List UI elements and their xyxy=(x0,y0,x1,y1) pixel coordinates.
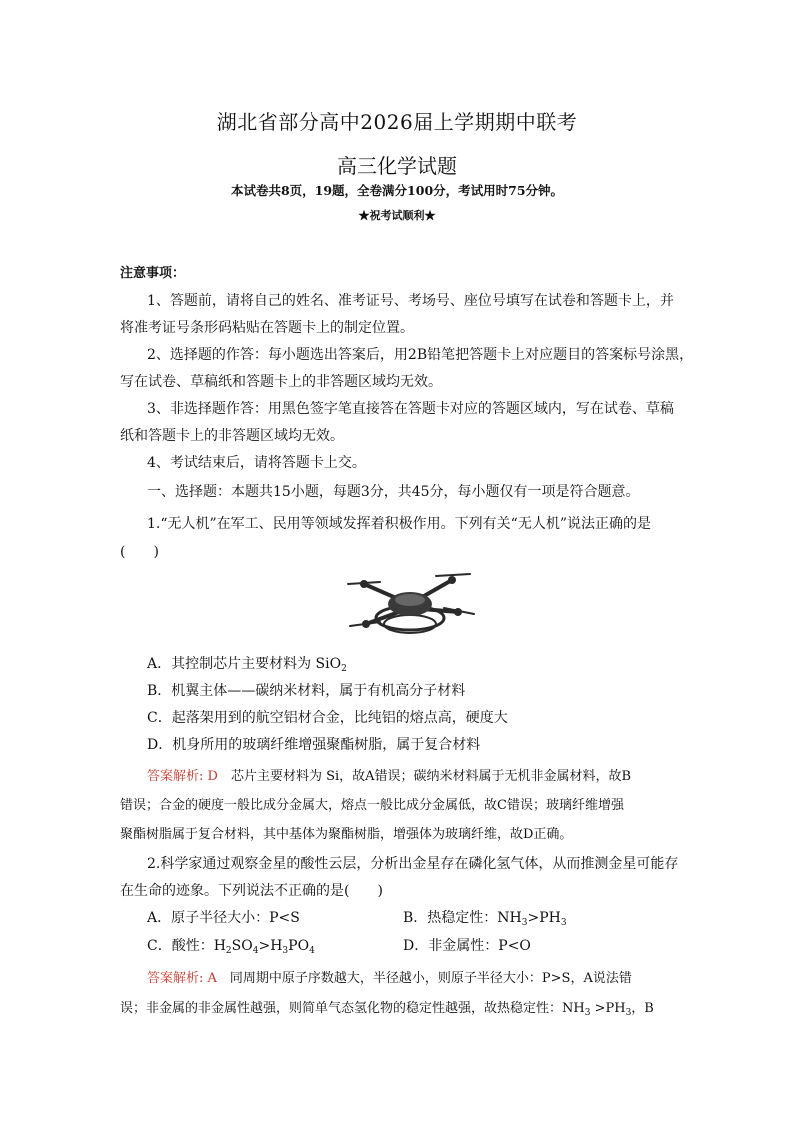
exam-info: 本试卷共8页，19题，全卷满分100分，考试用时75分钟。 xyxy=(230,183,564,198)
section-heading: 一、选择题：本题共15小题，每题3分，共45分，每小题仅有一项是符合题意。 xyxy=(147,484,640,500)
q1-option-b: B．机翼主体——碳纳米材料，属于有机高分子材料 xyxy=(147,683,466,699)
q2-answer-label: 答案解析: A xyxy=(147,971,217,986)
note-3-line-1: 3、非选择题作答：用黑色签字笔直接答在答题卡对应的答题区域内，写在试卷、草稿 xyxy=(147,401,674,417)
q2-stem-line-2: 在生命的迹象。下列说法不正确的是( ) xyxy=(120,883,383,899)
q2-option-c: C．酸性：$H_2SO_4>H_3PO_4$ xyxy=(147,938,315,956)
q1-answer-line-3: 聚酯树脂属于复合材料，其中基体为聚酯树脂，增强体为玻璃纤维，故D正确。 xyxy=(120,827,573,842)
exam-wish: ★祝考试顺利★ xyxy=(358,209,436,222)
q1-answer-line-1: 答案解析: D 芯片主要材料为 Si，故A错误；碳纳米材料属于无机非金属材料，故B xyxy=(147,769,632,784)
q2-option-b: B．热稳定性：$NH_3>PH_3$ xyxy=(403,910,567,928)
exam-subtitle: 高三化学试题 xyxy=(337,154,457,178)
notes-heading: 注意事项： xyxy=(120,266,186,281)
q2-stem-line-1: 2.科学家通过观察金星的酸性云层，分析出金星存在磷化氢气体，从而推测金星可能存 xyxy=(147,856,679,872)
note-1-line-1: 1、答题前，请将自己的姓名、准考证号、考场号、座位号填写在试卷和答题卡上，并 xyxy=(147,293,674,309)
q1-stem-line-1: 1.“无人机”在军工、民用等领域发挥着积极作用。下列有关“无人机”说法正确的是 xyxy=(147,516,651,532)
q2-option-d: D．非金属性：P<O xyxy=(403,938,531,954)
q1-answer-line-2: 错误；合金的硬度一般比成分金属大，熔点一般比成分金属低，故C错误；玻璃纤维增强 xyxy=(120,798,624,813)
q1-option-c: C．起落架用到的航空铝材合金，比纯铝的熔点高，硬度大 xyxy=(147,710,508,726)
note-2-line-2: 写在试卷、草稿纸和答题卡上的非答题区域均无效。 xyxy=(120,374,442,390)
q1-answer-label: 答案解析: D xyxy=(147,769,218,784)
note-3-line-2: 纸和答题卡上的非答题区域均无效。 xyxy=(120,428,344,444)
note-1-line-2: 将准考证号条形码粘贴在答题卡上的制定位置。 xyxy=(120,320,414,336)
exam-title: 湖北省部分高中2026届上学期期中联考 xyxy=(216,110,578,134)
drone-image xyxy=(340,566,480,644)
q1-stem-line-2: ( ) xyxy=(120,544,159,560)
note-2-line-1: 2、选择题的作答：每小题选出答案后，用2B铅笔把答题卡上对应题目的答案标号涂黑， xyxy=(147,347,694,363)
q1-option-a: A．其控制芯片主要材料为 SiO$_2$ xyxy=(147,656,347,674)
q2-answer-line-2: 误；非金属的非金属性越强，则简单气态氢化物的稳定性越强，故热稳定性：$NH_3 >PH_3$，B xyxy=(120,1001,654,1018)
note-4: 4、考试结束后，请将答题卡上交。 xyxy=(147,455,366,471)
q2-option-a: A．原子半径大小：P<S xyxy=(147,910,300,926)
q1-option-d: D．机身所用的玻璃纤维增强聚酯树脂，属于复合材料 xyxy=(147,737,481,753)
q2-answer-line-1: 答案解析: A 同周期中原子序数越大，半径越小，则原子半径大小：P>S，A说法错 xyxy=(147,971,632,986)
